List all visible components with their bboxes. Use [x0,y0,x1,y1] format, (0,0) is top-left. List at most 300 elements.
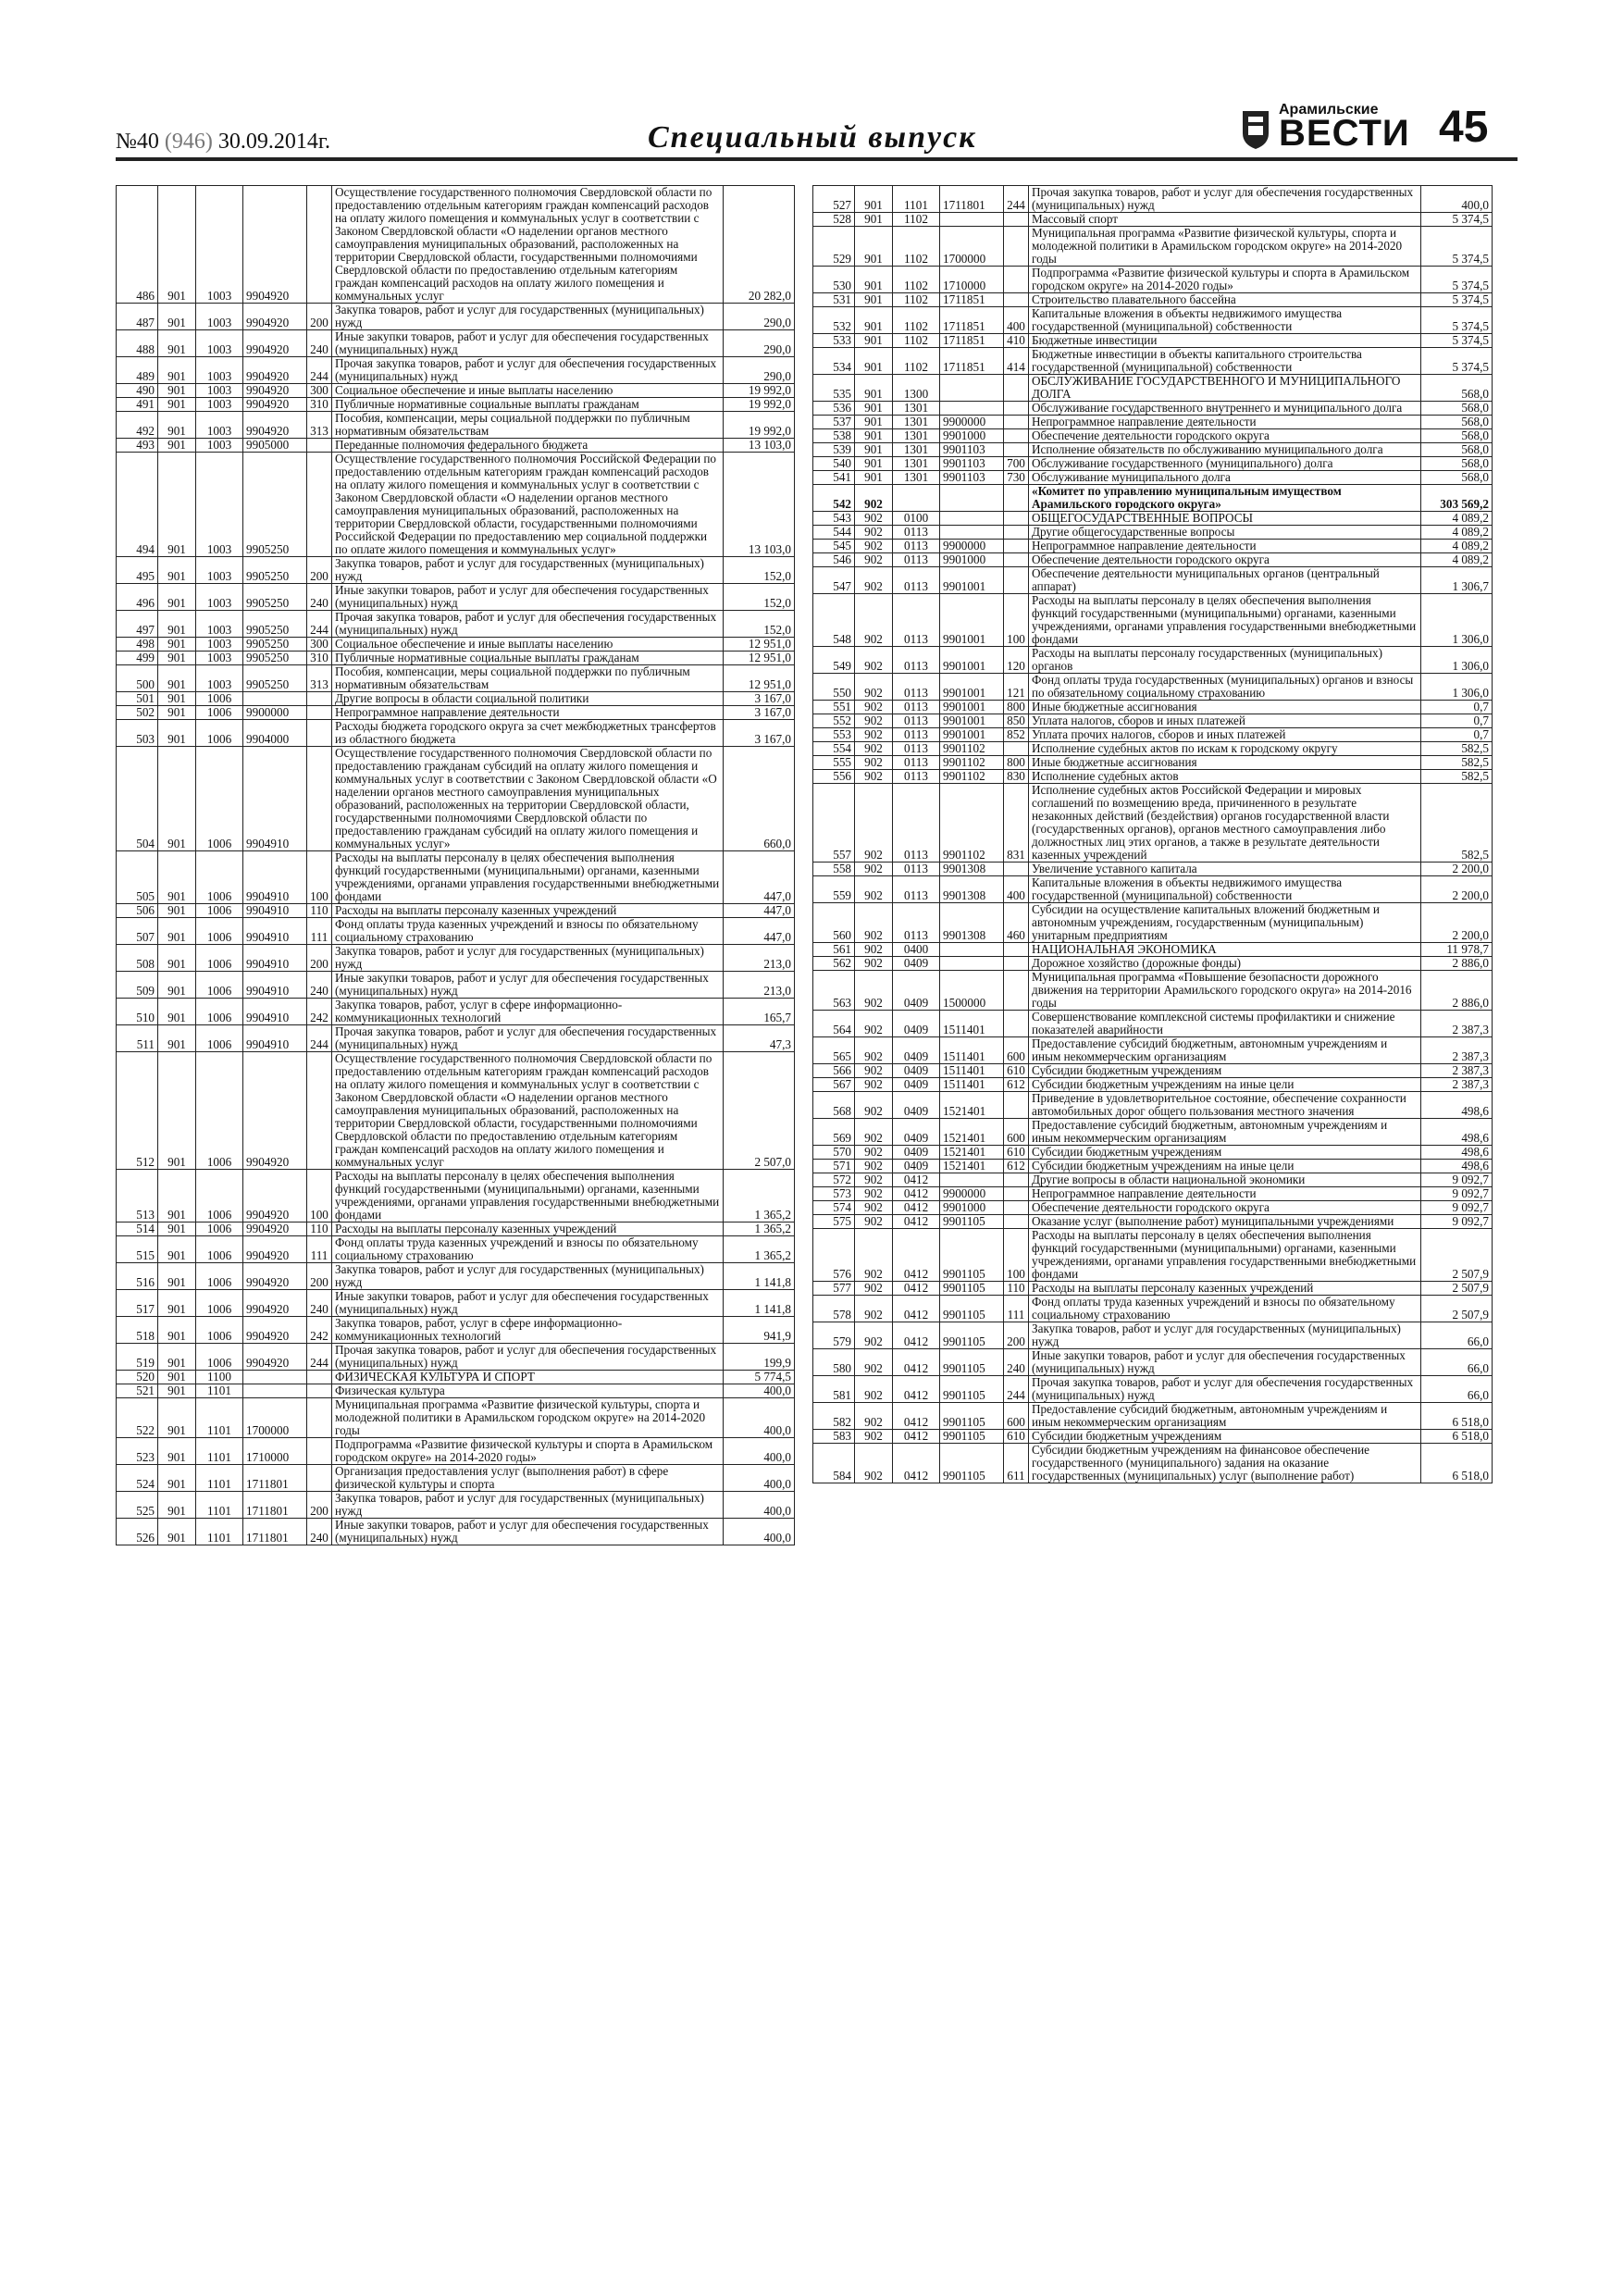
target-article-code-cell: 1511401 [940,1078,1004,1092]
section-code-cell: 0409 [893,971,940,1011]
description-cell: Субсидии бюджетным учреждениям [1029,1146,1421,1160]
expense-type-code-cell: 310 [307,652,332,665]
ministry-code-cell: 902 [855,863,893,876]
description-cell: Подпрограмма «Развитие физической культуры и спорта в Арамильском городском округе» на 2014-2020 годы» [1029,267,1421,293]
description-cell: Муниципальная программа «Развитие физической культуры, спорта и молодежной политики в Арамильском городском округе» на 2014-2020 годы [332,1398,724,1438]
ministry-code-cell: 901 [158,720,196,747]
description-cell: ОБСЛУЖИВАНИЕ ГОСУДАРСТВЕННОГО И МУНИЦИПАЛЬНОГО ДОЛГА [1029,375,1421,402]
target-article-code-cell [940,512,1004,526]
section-code-cell: 0412 [893,1322,940,1349]
amount-cell: 568,0 [1421,471,1493,485]
target-article-code-cell: 9904920 [243,1290,307,1317]
section-code-cell: 0113 [893,903,940,943]
section-code-cell: 1101 [196,1398,243,1438]
amount-cell: 5 374,5 [1421,334,1493,348]
ministry-code-cell: 902 [855,971,893,1011]
ministry-code-cell: 901 [158,1025,196,1052]
target-article-code-cell: 9901102 [940,770,1004,784]
row-number-cell: 546 [813,553,855,567]
amount-cell: 6 518,0 [1421,1444,1493,1483]
target-article-code-cell [940,1173,1004,1187]
amount-cell: 5 374,5 [1421,227,1493,267]
section-code-cell: 0113 [893,674,940,701]
description-cell: Расходы на выплаты персоналу казенных учреждений [332,1222,724,1236]
section-code-cell: 0113 [893,701,940,714]
expense-type-code-cell: 313 [307,665,332,692]
section-code-cell: 1102 [893,213,940,227]
ministry-code-cell: 901 [158,1263,196,1290]
section-code-cell: 0409 [893,1092,940,1119]
description-cell: Уплата налогов, сборов и иных платежей [1029,714,1421,728]
expense-type-code-cell: 242 [307,1317,332,1344]
ministry-code-cell: 902 [855,553,893,567]
section-code-cell: 1003 [196,186,243,304]
section-code-cell: 1003 [196,453,243,557]
row-number-cell: 498 [117,638,158,652]
expense-type-code-cell [1004,943,1029,957]
expense-type-code-cell: 610 [1004,1146,1029,1160]
description-cell: Оказание услуг (выполнение работ) муниципальными учреждениями [1029,1215,1421,1229]
target-article-code-cell: 9901102 [940,784,1004,863]
table-row [813,701,1493,714]
table-row [813,457,1493,471]
row-number-cell: 506 [117,904,158,918]
expense-type-code-cell [1004,742,1029,756]
description-cell: Иные бюджетные ассигнования [1029,701,1421,714]
table-row [813,1160,1493,1173]
table-row [117,1384,795,1398]
description-cell: Фонд оплаты труда государственных (муниципальных) органов и взносы по обязательному социальному страхованию [1029,674,1421,701]
amount-cell: 568,0 [1421,416,1493,429]
amount-cell: 568,0 [1421,375,1493,402]
section-code-cell: 0412 [893,1187,940,1201]
section-code-cell: 1006 [196,1263,243,1290]
description-cell: Физическая культура [332,1384,724,1398]
ministry-code-cell: 901 [158,412,196,439]
amount-cell: 290,0 [724,304,795,330]
expense-type-code-cell [307,692,332,706]
target-article-code-cell: 9900000 [940,1187,1004,1201]
row-number-cell: 504 [117,747,158,851]
section-code-cell: 0409 [893,1078,940,1092]
expense-type-code-cell: 410 [1004,334,1029,348]
budget-table-right [812,185,1493,1483]
target-article-code-cell: 9901105 [940,1296,1004,1322]
row-number-cell: 558 [813,863,855,876]
ministry-code-cell: 901 [158,1344,196,1371]
table-row [813,186,1493,213]
description-cell: Субсидии на осуществление капитальных вложений бюджетным и автономным учреждениям, государственным (муниципальным) унитарным предприятиям [1029,903,1421,943]
table-row [813,1201,1493,1215]
section-code-cell: 0412 [893,1173,940,1187]
table-row [813,307,1493,334]
target-article-code-cell [940,957,1004,971]
table-row [813,674,1493,701]
section-code-cell: 1003 [196,638,243,652]
section-code-cell: 1300 [893,375,940,402]
table-row [813,1037,1493,1064]
expense-type-code-cell: 610 [1004,1430,1029,1444]
table-row [117,692,795,706]
description-cell: Публичные нормативные социальные выплаты гражданам [332,398,724,412]
table-row [117,638,795,652]
table-row [117,1317,795,1344]
amount-cell: 5 374,5 [1421,213,1493,227]
ministry-code-cell: 902 [855,770,893,784]
table-row [117,1222,795,1236]
table-row [117,747,795,851]
expense-type-code-cell: 400 [1004,876,1029,903]
ministry-code-cell: 902 [855,1282,893,1296]
description-cell: Закупка товаров, работ и услуг для государственных (муниципальных) нужд [332,1492,724,1519]
ministry-code-cell: 901 [855,457,893,471]
description-cell: Другие общегосударственные вопросы [1029,526,1421,540]
row-number-cell: 574 [813,1201,855,1215]
description-cell: Субсидии бюджетным учреждениям [1029,1430,1421,1444]
row-number-cell: 549 [813,647,855,674]
amount-cell: 4 089,2 [1421,526,1493,540]
table-row [813,1119,1493,1146]
target-article-code-cell: 9901105 [940,1229,1004,1282]
section-code-cell: 0412 [893,1296,940,1322]
table-row [813,512,1493,526]
ministry-code-cell: 902 [855,1173,893,1187]
table-row [813,957,1493,971]
row-number-cell: 547 [813,567,855,594]
section-code-cell: 0412 [893,1215,940,1229]
amount-cell: 20 282,0 [724,186,795,304]
section-code-cell: 1102 [893,334,940,348]
target-article-code-cell: 1700000 [940,227,1004,267]
description-cell: Исполнение судебных актов [1029,770,1421,784]
amount-cell: 2 886,0 [1421,971,1493,1011]
section-code-cell: 0113 [893,526,940,540]
row-number-cell: 569 [813,1119,855,1146]
ministry-code-cell: 901 [158,1371,196,1384]
table-row [117,851,795,904]
amount-cell: 290,0 [724,357,795,384]
amount-cell: 1 306,0 [1421,674,1493,701]
description-cell: Расходы на выплаты персоналу казенных учреждений [332,904,724,918]
description-cell: Иные бюджетные ассигнования [1029,756,1421,770]
row-number-cell: 543 [813,512,855,526]
amount-cell: 2 886,0 [1421,957,1493,971]
description-cell: Фонд оплаты труда казенных учреждений и взносы по обязательному социальному страхованию [332,1236,724,1263]
row-number-cell: 570 [813,1146,855,1160]
ministry-code-cell: 901 [855,416,893,429]
amount-cell: 152,0 [724,611,795,638]
table-row [813,1322,1493,1349]
amount-cell: 582,5 [1421,770,1493,784]
ministry-code-cell: 902 [855,512,893,526]
expense-type-code-cell: 200 [307,945,332,972]
amount-cell: 2 200,0 [1421,903,1493,943]
description-cell: Иные закупки товаров, работ и услуг для обеспечения государственных (муниципальных) нужд [332,330,724,357]
section-code-cell: 1003 [196,665,243,692]
section-code-cell: 1006 [196,999,243,1025]
target-article-code-cell: 9901001 [940,567,1004,594]
expense-type-code-cell [1004,1201,1029,1215]
ministry-code-cell: 902 [855,1444,893,1483]
target-article-code-cell: 1711851 [940,334,1004,348]
amount-cell: 400,0 [1421,186,1493,213]
description-cell: Подпрограмма «Развитие физической культуры и спорта в Арамильском городском округе» на 2014-2020 годы» [332,1438,724,1465]
ministry-code-cell: 901 [158,706,196,720]
amount-cell: 3 167,0 [724,720,795,747]
section-code-cell: 0113 [893,540,940,553]
description-cell: Субсидии бюджетным учреждениям на финансовое обеспечение государственного (муниципального) задания на оказание государственных (муниципальных) услуг (выполнение работ) [1029,1444,1421,1483]
section-code-cell: 0409 [893,1146,940,1160]
section-code-cell: 1006 [196,972,243,999]
section-code-cell: 1003 [196,439,243,453]
table-row [117,720,795,747]
row-number-cell: 486 [117,186,158,304]
amount-cell: 5 374,5 [1421,348,1493,375]
expense-type-code-cell [1004,429,1029,443]
section-code-cell: 0412 [893,1282,940,1296]
description-cell: Обеспечение деятельности городского округа [1029,1201,1421,1215]
section-code-cell: 0409 [893,1160,940,1173]
expense-type-code-cell [307,1438,332,1465]
row-number-cell: 541 [813,471,855,485]
table-row [813,943,1493,957]
ministry-code-cell: 901 [158,584,196,611]
table-row [813,784,1493,863]
amount-cell: 152,0 [724,584,795,611]
section-code-cell: 1003 [196,357,243,384]
target-article-code-cell [940,526,1004,540]
row-number-cell: 508 [117,945,158,972]
section-code-cell: 1101 [196,1384,243,1398]
ministry-code-cell: 902 [855,714,893,728]
ministry-code-cell: 902 [855,1376,893,1403]
description-cell: Исполнение судебных актов Российской Федерации и мировых соглашений по возмещению вреда, причиненного в результате незаконных действий (бездействия) органов государственной власти (государственных органов), органов местного самоуправления либо должностных лиц этих органов, а также в результате деятельности казенных учреждений [1029,784,1421,863]
target-article-code-cell: 9901105 [940,1444,1004,1483]
table-row [117,384,795,398]
row-number-cell: 494 [117,453,158,557]
row-number-cell: 522 [117,1398,158,1438]
section-code-cell: 1102 [893,293,940,307]
target-article-code-cell [940,943,1004,957]
description-cell: Прочая закупка товаров, работ и услуг для обеспечения государственных (муниципальных) нужд [332,1344,724,1371]
section-code-cell: 1003 [196,557,243,584]
expense-type-code-cell: 240 [307,584,332,611]
section-code-cell: 1100 [196,1371,243,1384]
amount-cell: 152,0 [724,557,795,584]
table-row [117,1371,795,1384]
row-number-cell: 521 [117,1384,158,1398]
amount-cell: 1 365,2 [724,1222,795,1236]
amount-cell: 3 167,0 [724,706,795,720]
target-article-code-cell: 9901105 [940,1376,1004,1403]
ministry-code-cell: 901 [855,334,893,348]
expense-type-code-cell: 730 [1004,471,1029,485]
ministry-code-cell: 901 [855,471,893,485]
description-cell: Муниципальная программа «Повышение безопасности дорожного движения на территории Арамильского городского округа» на 2014-2016 годы [1029,971,1421,1011]
target-article-code-cell: 1521401 [940,1119,1004,1146]
table-row [813,416,1493,429]
expense-type-code-cell: 244 [1004,1376,1029,1403]
amount-cell: 400,0 [724,1384,795,1398]
description-cell: Расходы на выплаты персоналу в целях обеспечения выполнения функций государственными (муниципальными) органами, казенными учреждениями, органами управления государственными внебюджетными фондами [1029,594,1421,647]
section-code-cell: 1006 [196,918,243,945]
ministry-code-cell: 902 [855,1146,893,1160]
description-cell: Фонд оплаты труда казенных учреждений и взносы по обязательному социальному страхованию [1029,1296,1421,1322]
target-article-code-cell: 9904920 [243,398,307,412]
row-number-cell: 491 [117,398,158,412]
expense-type-code-cell [1004,213,1029,227]
table-row [117,1438,795,1465]
row-number-cell: 545 [813,540,855,553]
description-cell: Закупка товаров, работ и услуг для государственных (муниципальных) нужд [332,945,724,972]
row-number-cell: 529 [813,227,855,267]
row-number-cell: 502 [117,706,158,720]
target-article-code-cell: 9904920 [243,1263,307,1290]
target-article-code-cell [243,692,307,706]
description-cell: Закупка товаров, работ и услуг для государственных (муниципальных) нужд [332,304,724,330]
amount-cell: 0,7 [1421,701,1493,714]
amount-cell: 1 306,0 [1421,594,1493,647]
section-code-cell: 1006 [196,904,243,918]
table-row [117,1492,795,1519]
target-article-code-cell: 9901000 [940,429,1004,443]
description-cell: Закупка товаров, работ и услуг для государственных (муниципальных) нужд [332,557,724,584]
row-number-cell: 497 [117,611,158,638]
ministry-code-cell: 901 [158,357,196,384]
description-cell: Обеспечение деятельности муниципальных органов (центральный аппарат) [1029,567,1421,594]
amount-cell: 290,0 [724,330,795,357]
amount-cell: 13 103,0 [724,453,795,557]
section-code-cell: 0113 [893,756,940,770]
table-row [813,1403,1493,1430]
description-cell: Иные закупки товаров, работ и услуг для обеспечения государственных (муниципальных) нужд [332,972,724,999]
section-code-cell: 0113 [893,770,940,784]
section-code-cell: 1006 [196,851,243,904]
ministry-code-cell: 902 [855,784,893,863]
description-cell: Обслуживание государственного внутреннего и муниципального долга [1029,402,1421,416]
description-cell: Прочая закупка товаров, работ и услуг для обеспечения государственных (муниципальных) нужд [1029,1376,1421,1403]
table-row [813,647,1493,674]
row-number-cell: 566 [813,1064,855,1078]
table-row [117,1170,795,1222]
ministry-code-cell: 902 [855,1430,893,1444]
target-article-code-cell: 9901001 [940,714,1004,728]
description-cell: Организация предоставления услуг (выполнения работ) в сфере физической культуры и спорта [332,1465,724,1492]
row-number-cell: 511 [117,1025,158,1052]
target-article-code-cell: 9904910 [243,945,307,972]
ministry-code-cell: 901 [158,384,196,398]
table-row [813,485,1493,512]
expense-type-code-cell: 800 [1004,701,1029,714]
table-row [117,357,795,384]
table-row [813,594,1493,647]
section-code-cell: 1006 [196,1236,243,1263]
table-row [813,348,1493,375]
section-code-cell: 0412 [893,1444,940,1483]
section-code-cell: 1301 [893,402,940,416]
description-cell: Фонд оплаты труда казенных учреждений и взносы по обязательному социальному страхованию [332,918,724,945]
row-number-cell: 528 [813,213,855,227]
description-cell: ФИЗИЧЕСКАЯ КУЛЬТУРА И СПОРТ [332,1371,724,1384]
amount-cell: 1 141,8 [724,1290,795,1317]
row-number-cell: 487 [117,304,158,330]
row-number-cell: 580 [813,1349,855,1376]
issue-date: 30.09.2014г. [212,130,331,154]
table-row [813,213,1493,227]
expense-type-code-cell: 200 [1004,1322,1029,1349]
description-cell: Строительство плавательного бассейна [1029,293,1421,307]
issue-total-number: (946) [164,130,213,154]
section-code-cell: 0113 [893,553,940,567]
amount-cell: 1 365,2 [724,1236,795,1263]
expense-type-code-cell [1004,553,1029,567]
row-number-cell: 533 [813,334,855,348]
expense-type-code-cell [307,439,332,453]
table-row [813,1187,1493,1201]
expense-type-code-cell: 100 [1004,1229,1029,1282]
expense-type-code-cell [1004,512,1029,526]
expense-type-code-cell: 110 [1004,1282,1029,1296]
section-code-cell: 1003 [196,384,243,398]
row-number-cell: 531 [813,293,855,307]
row-number-cell: 505 [117,851,158,904]
amount-cell: 19 992,0 [724,398,795,412]
table-row [117,1519,795,1545]
target-article-code-cell: 9901105 [940,1430,1004,1444]
table-row [117,1052,795,1170]
target-article-code-cell: 9901001 [940,594,1004,647]
amount-cell: 2 387,3 [1421,1064,1493,1078]
ministry-code-cell: 901 [158,398,196,412]
target-article-code-cell: 9901000 [940,1201,1004,1215]
description-cell: Уплата прочих налогов, сборов и иных платежей [1029,728,1421,742]
target-article-code-cell: 9905250 [243,665,307,692]
amount-cell: 2 387,3 [1421,1037,1493,1064]
description-cell: Прочая закупка товаров, работ и услуг для обеспечения государственных (муниципальных) нужд [332,357,724,384]
section-code-cell: 1006 [196,1317,243,1344]
description-cell: Иные закупки товаров, работ и услуг для обеспечения государственных (муниципальных) нужд [332,1519,724,1545]
expense-type-code-cell [1004,1092,1029,1119]
table-row [813,1092,1493,1119]
ministry-code-cell: 902 [855,1322,893,1349]
right-column [812,185,1493,1483]
ministry-code-cell: 901 [158,652,196,665]
description-cell: Субсидии бюджетным учреждениям на иные цели [1029,1078,1421,1092]
row-number-cell: 536 [813,402,855,416]
row-number-cell: 551 [813,701,855,714]
target-article-code-cell: 9904920 [243,1170,307,1222]
ministry-code-cell: 901 [158,1384,196,1398]
section-code-cell: 1101 [196,1438,243,1465]
target-article-code-cell: 1700000 [243,1398,307,1438]
amount-cell: 2 200,0 [1421,863,1493,876]
target-article-code-cell: 9905250 [243,584,307,611]
expense-type-code-cell: 830 [1004,770,1029,784]
ministry-code-cell: 902 [855,701,893,714]
row-number-cell: 489 [117,357,158,384]
amount-cell: 4 089,2 [1421,512,1493,526]
amount-cell: 47,3 [724,1025,795,1052]
expense-type-code-cell: 300 [307,384,332,398]
expense-type-code-cell: 600 [1004,1037,1029,1064]
description-cell: Непрограммное направление деятельности [1029,416,1421,429]
expense-type-code-cell [1004,443,1029,457]
expense-type-code-cell [1004,267,1029,293]
ministry-code-cell: 902 [855,647,893,674]
expense-type-code-cell [307,453,332,557]
row-number-cell: 516 [117,1263,158,1290]
row-number-cell: 499 [117,652,158,665]
